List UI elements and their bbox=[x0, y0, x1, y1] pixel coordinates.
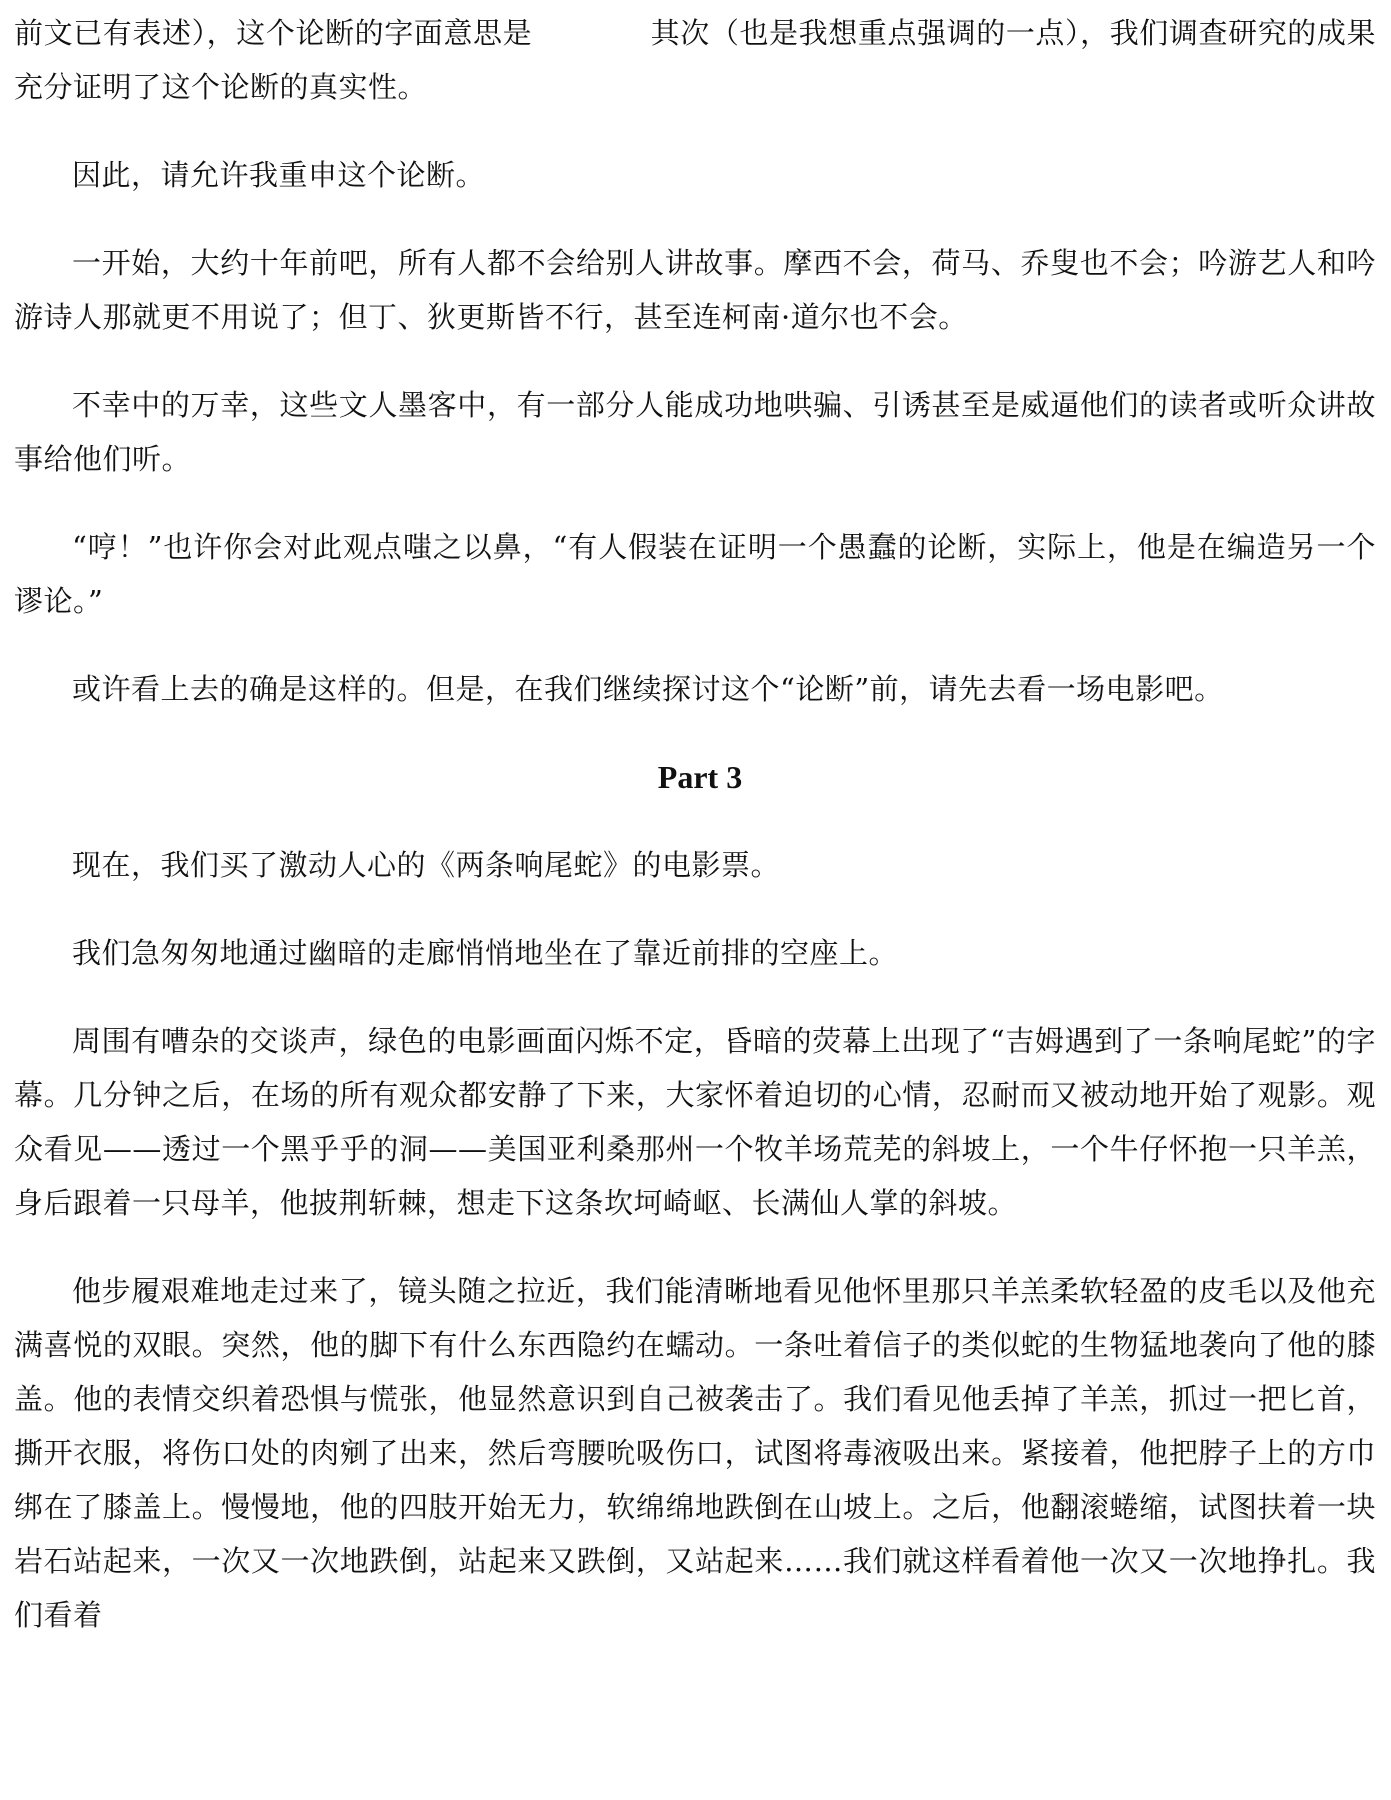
paragraph: 一开始，大约十年前吧，所有人都不会给别人讲故事。摩西不会，荷马、乔叟也不会；吟游艺人和吟游诗人那就更不用说了；但丁、狄更斯皆不行，甚至连柯南·道尔也不会。 bbox=[14, 246, 1376, 334]
paragraph-gap bbox=[14, 344, 1376, 378]
paragraph: 不幸中的万幸，这些文人墨客中，有一部分人能成功地哄骗、引诱甚至是威逼他们的读者或听众讲故事给他们听。 bbox=[14, 388, 1376, 476]
paragraph-continuation: 前文已有表述），这个论断的字面意思是 其次（也是我想重点强调的一点），我们调查研究的成果充分证明了这个论断的真实性。 bbox=[14, 16, 1376, 104]
paragraph: 因此，请允许我重申这个论断。 bbox=[72, 158, 486, 192]
paragraph: 现在，我们买了激动人心的《两条响尾蛇》的电影票。 bbox=[72, 848, 781, 882]
paragraph: 他步履艰难地走过来了，镜头随之拉近，我们能清晰地看见他怀里那只羊羔柔软轻盈的皮毛以及他充满喜悦的双眼。突然，他的脚下有什么东西隐约在蠕动。一条吐着信子的类似蛇的生物猛地袭向了他的膝盖。他的表情交织着恐惧与慌张，他显然意识到自己被袭击了。我们看见他丢掉了羊羔，抓过一把匕首，撕开衣服，将伤口处的肉剜了出来，然后弯腰吮吸伤口，试图将毒液吸出来。紧接着，他把脖子上的方巾绑在了膝盖上。慢慢地，他的四肢开始无力，软绵绵地跌倒在山坡上。之后，他翻滚蜷缩，试图扶着一块岩石站起来，一次又一次地跌倒，站起来又跌倒，又站起来……我们就这样看着他一次又一次地挣扎。我们看着 bbox=[14, 1274, 1376, 1632]
paragraph-gap bbox=[14, 892, 1376, 926]
paragraph: “哼！”也许你会对此观点嗤之以鼻，“有人假装在证明一个愚蠢的论断，实际上，他是在编造另一个谬论。” bbox=[14, 530, 1376, 618]
paragraph: 或许看上去的确是这样的。但是，在我们继续探讨这个“论断”前，请先去看一场电影吧。 bbox=[72, 672, 1224, 706]
paragraph-gap bbox=[14, 804, 1376, 838]
paragraph-gap bbox=[14, 486, 1376, 520]
paragraph-gap bbox=[14, 980, 1376, 1014]
section-heading: Part 3 bbox=[657, 759, 743, 795]
paragraph-gap bbox=[14, 114, 1376, 148]
paragraph-gap bbox=[14, 628, 1376, 662]
paragraph-gap bbox=[14, 1230, 1376, 1264]
paragraph: 我们急匆匆地通过幽暗的走廊悄悄地坐在了靠近前排的空座上。 bbox=[72, 936, 899, 970]
document-page bbox=[14, 6, 1376, 1642]
paragraph: 周围有嘈杂的交谈声，绿色的电影画面闪烁不定，昏暗的荧幕上出现了“吉姆遇到了一条响尾蛇”的字幕。几分钟之后，在场的所有观众都安静了下来，大家怀着迫切的心情，忍耐而又被动地开始了观影。观众看见——透过一个黑乎乎的洞——美国亚利桑那州一个牧羊场荒芜的斜坡上，一个牛仔怀抱一只羊羔，身后跟着一只母羊，他披荆斩棘，想走下这条坎坷崎岖、长满仙人掌的斜坡。 bbox=[14, 1024, 1376, 1220]
paragraph-gap bbox=[14, 202, 1376, 236]
paragraph-gap bbox=[14, 716, 1376, 750]
